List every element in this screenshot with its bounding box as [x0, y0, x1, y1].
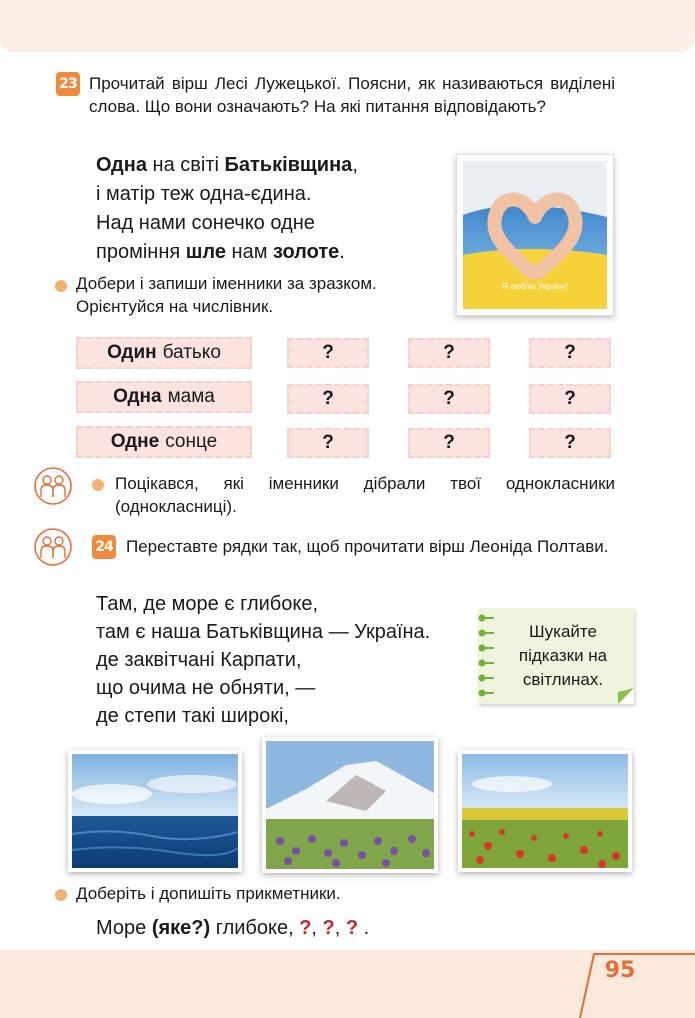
poem-line: Одна на світі Батьківщина, [96, 154, 358, 176]
heart-flag-photo [456, 154, 614, 316]
poem-line: там є наша Батьківщина — Україна. [96, 621, 431, 643]
hint-text: Шукайте підказки на світлинах. [518, 622, 608, 689]
poem-line: де заквітчані Карпати, [96, 649, 302, 671]
bullet-icon [92, 479, 104, 491]
steppe-photo [458, 750, 632, 872]
answer-blank[interactable]: ? [529, 384, 611, 414]
sea-photo [68, 750, 242, 872]
answer-blank[interactable]: ? [529, 428, 611, 458]
answer-blank[interactable]: ? [529, 338, 611, 368]
answer-blank[interactable]: ? [287, 428, 369, 458]
poem-line: де степи такі широкі, [96, 705, 289, 727]
bullet-icon [55, 280, 67, 292]
adjective-answer-line: Море (яке?) глибоке, ?, ?, ? . [96, 917, 370, 939]
sample-word-box: Одне сонце [76, 426, 252, 458]
sample-word-box: Одна мама [76, 381, 252, 413]
poem-poltava [96, 590, 476, 730]
answer-blank[interactable]: ? [408, 384, 490, 414]
poem-line: Над нами сонечко одне [96, 212, 315, 234]
task-number-badge: 24 [92, 535, 116, 559]
sub-instruction: Добери і запиши іменники за зразком. Орієнтуйся на числівник. [76, 274, 377, 316]
answer-blank[interactable]: ? [408, 428, 490, 458]
poem-line: проміння шле нам золоте. [96, 241, 345, 263]
answer-blank[interactable]: ? [408, 338, 490, 368]
pair-work-icon [34, 467, 72, 505]
task-instruction: Прочитай вірш Лесі Лужецької. Поясни, як називаються виділені слова. Що вони означають? На які питання відповідають? [89, 74, 615, 116]
mountains-photo [262, 737, 438, 873]
page-number: 95 [604, 958, 636, 983]
poem-line: що очима не обняти, — [96, 677, 316, 699]
task-instruction: Переставте рядки так, щоб прочитати вірш Леоніда Полтави. [126, 537, 609, 556]
image-caption: Я люблю Україну! [502, 282, 568, 291]
bullet-icon [55, 889, 67, 901]
poem-luzhetska [96, 151, 446, 267]
pair-instruction: Поцікався, які іменники дібрали твої однокласники (однокласниці). [115, 474, 615, 516]
answer-blank[interactable]: ? [322, 917, 335, 939]
top-band [0, 0, 695, 52]
answer-blank[interactable]: ? [287, 338, 369, 368]
poem-line: і матір теж одна-єдина. [96, 183, 312, 205]
answer-blank[interactable]: ? [287, 384, 369, 414]
task-number-badge: 23 [56, 72, 80, 96]
pair-work-icon [34, 528, 72, 566]
answer-blank[interactable]: ? [299, 917, 312, 939]
poem-line: Там, де море є глибоке, [96, 593, 319, 615]
answer-blank[interactable]: ? [345, 917, 359, 939]
sub-instruction: Доберіть і допишіть прикметники. [76, 884, 341, 903]
sample-word-box: Один батько [76, 337, 252, 369]
